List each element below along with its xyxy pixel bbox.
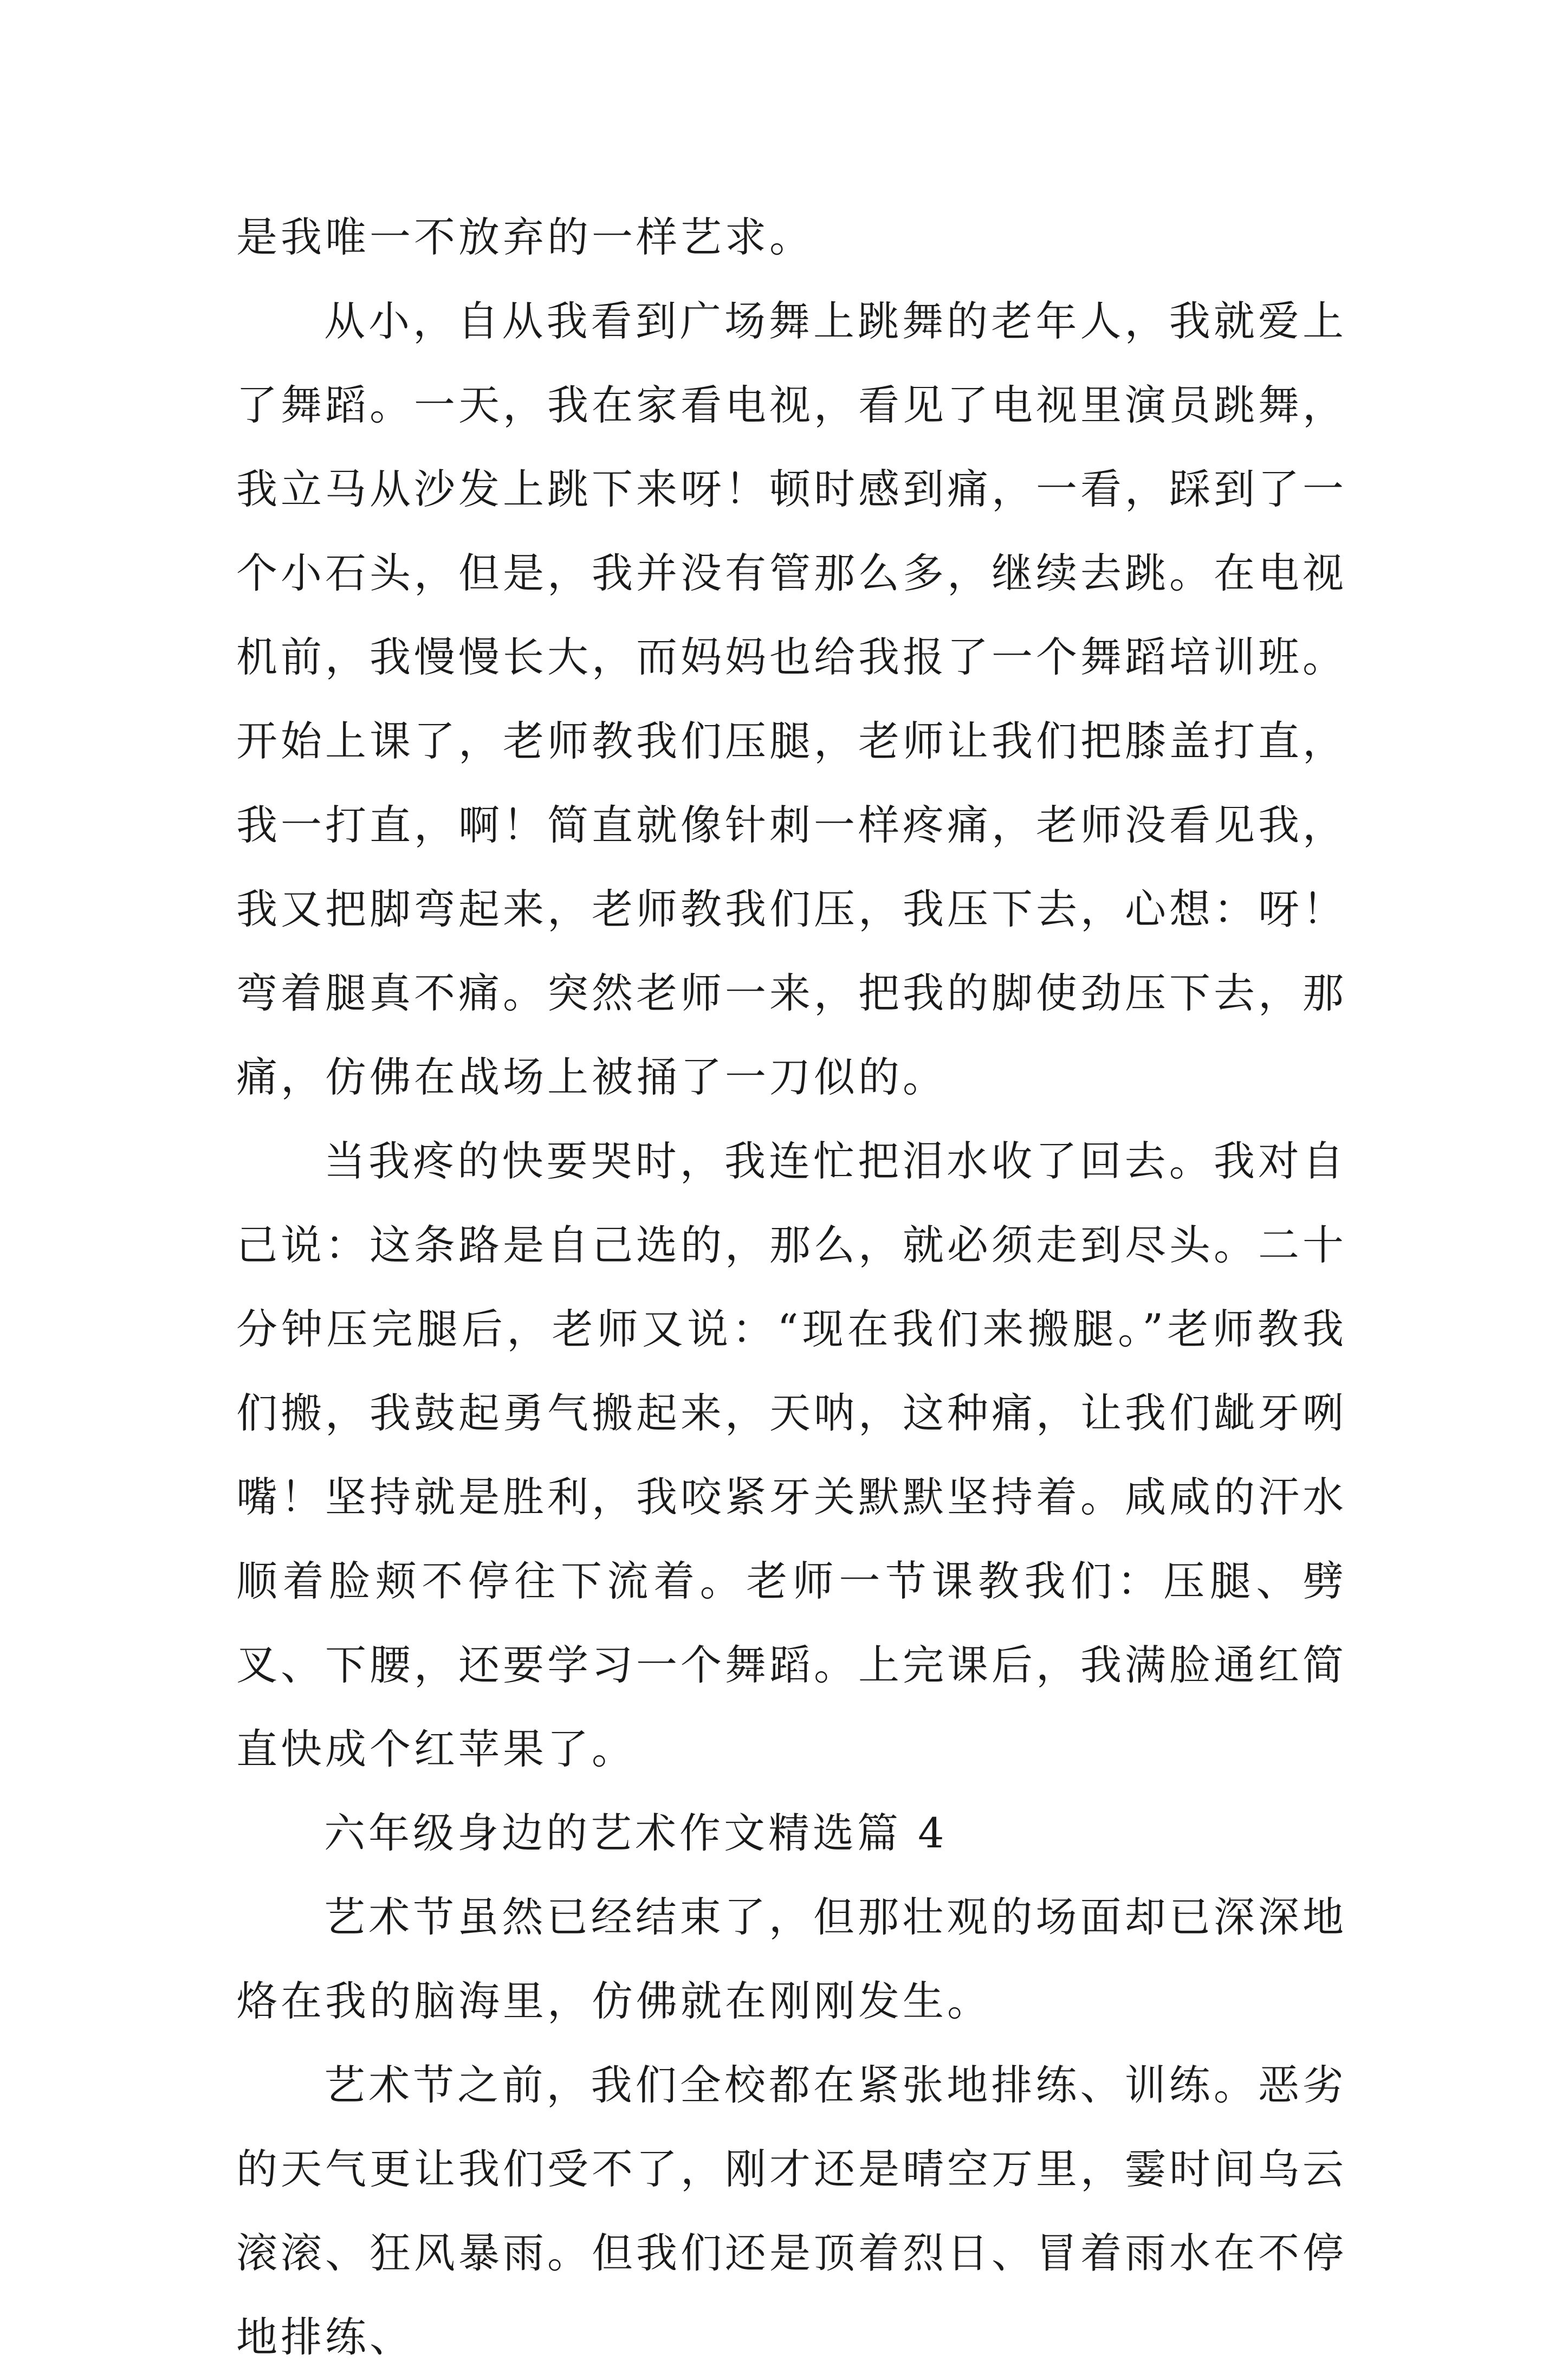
paragraph: 是我唯一不放弃的一样艺求。: [236, 213, 814, 261]
paragraph: 艺术节虽然已经结束了，但那壮观的场面却已深深地烙在我的脑海里，仿佛就在刚刚发生。: [236, 1893, 1347, 2025]
section-heading: 六年级身边的艺术作文精选篇 4: [324, 1809, 948, 1857]
paragraph: 当我疼的快要哭时，我连忙把泪水收了回去。我对自己说：这条路是自己选的，那么，就必须走到尽头。二十分钟压完腿后，老师又说：“现在我们来搬腿。”老师教我们搬，我鼓起勇气搬起来，天呐，这种痛，让我们龇牙咧嘴！坚持就是胜利，我咬紧牙关默默坚持着。咸咸的汗水顺着脸颊不停往下流着。老师一节课教我们：压腿、劈叉、下腰，还要学习一个舞蹈。上完课后，我满脸通红简直快成个红苹果了。: [236, 1137, 1347, 1773]
paragraph: 艺术节之前，我们全校都在紧张地排练、训练。恶劣的天气更让我们受不了，刚才还是晴空万里，霎时间乌云滚滚、狂风暴雨。但我们还是顶着烈日、冒着雨水在不停地排练、: [236, 2061, 1347, 2361]
body-text: [236, 195, 1347, 2379]
paragraph: 从小，自从我看到广场舞上跳舞的老年人，我就爱上了舞蹈。一天，我在家看电视，看见了电视里演员跳舞，我立马从沙发上跳下来呀！顿时感到痛，一看，踩到了一个小石头，但是，我并没有管那么多，继续去跳。在电视机前，我慢慢长大，而妈妈也给我报了一个舞蹈培训班。开始上课了，老师教我们压腿，老师让我们把膝盖打直，我一打直，啊！简直就像针刺一样疼痛，老师没看见我，我又把脚弯起来，老师教我们压，我压下去，心想：呀！弯着腿真不痛。突然老师一来，把我的脚使劲压下去，那痛，仿佛在战场上被捅了一刀似的。: [236, 297, 1347, 1101]
